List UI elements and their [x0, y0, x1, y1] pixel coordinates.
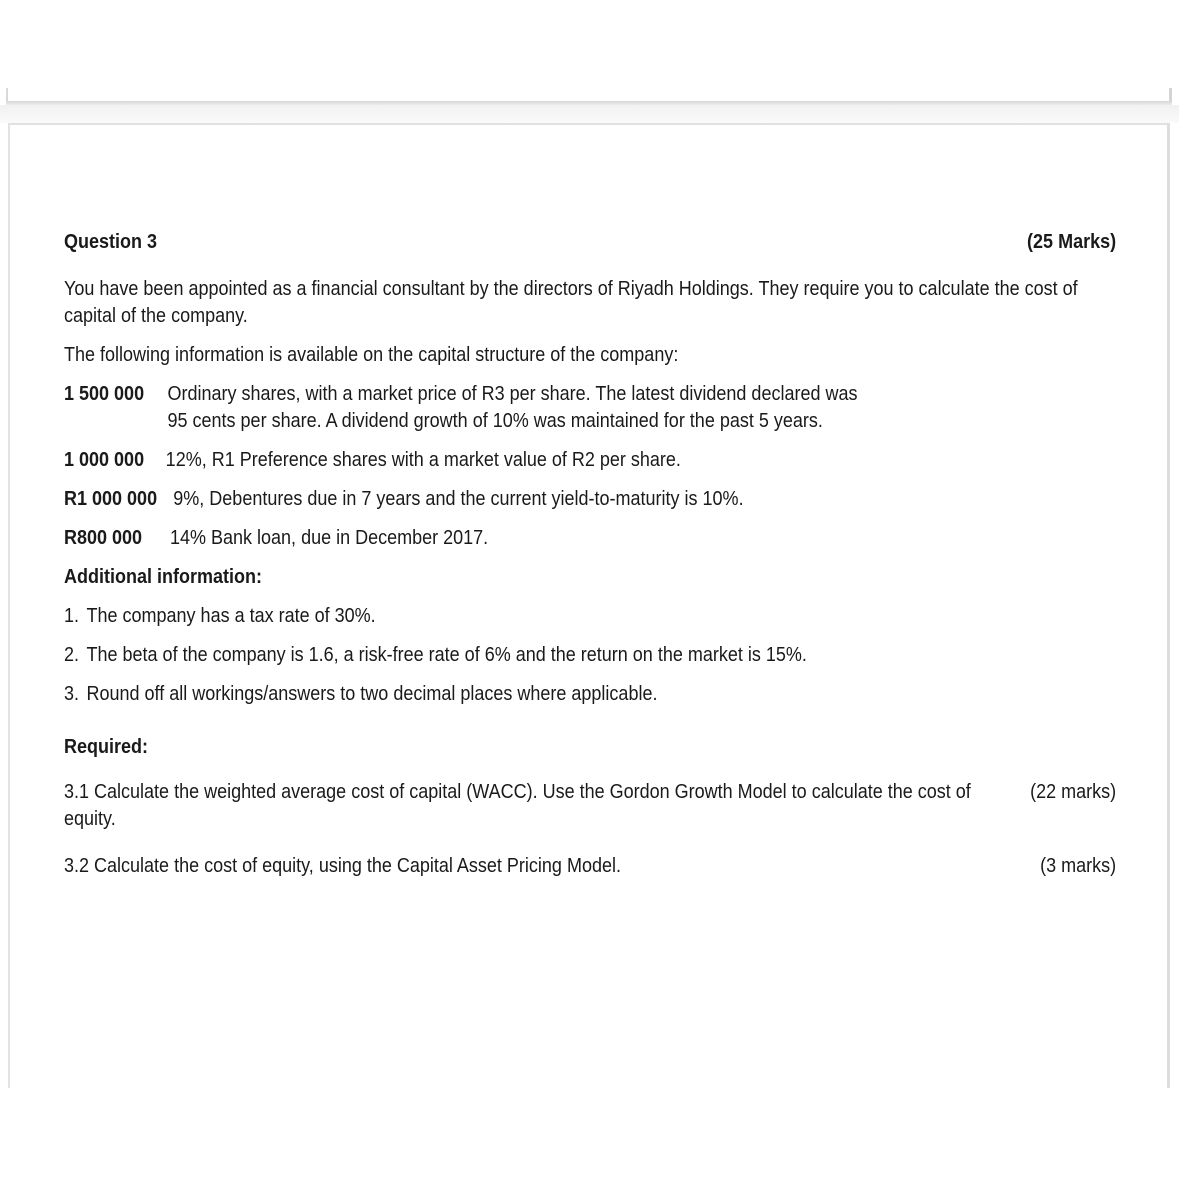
- capital-amount: 1 500 000: [64, 383, 145, 405]
- list-item: [64, 681, 1116, 708]
- question-header: [64, 229, 1116, 256]
- capital-item: [64, 447, 1116, 474]
- document-page: [8, 123, 1170, 1088]
- capital-description: 9%, Debentures due in 7 years and the current yield-to-maturity is 10%.: [173, 488, 744, 510]
- required-text: 3.2 Calculate the cost of equity, using the Capital Asset Pricing Model.: [64, 855, 621, 877]
- question-title: Question 3: [64, 231, 158, 253]
- required-text: 3.1 Calculate the weighted average cost of capital (WACC). Use the Gordon Growth Model to calculate the cost of equity.: [64, 781, 971, 830]
- intro-paragraph: The following information is available on the capital structure of the company:: [64, 344, 679, 366]
- list-number: 2.: [64, 644, 80, 666]
- question-marks: (25 Marks): [1027, 231, 1117, 253]
- page-edge: [1169, 88, 1172, 102]
- required-marks: (22 marks): [1030, 781, 1117, 803]
- list-text: Round off all workings/answers to two decimal places where applicable.: [86, 683, 658, 705]
- list-text: The company has a tax rate of 30%.: [86, 605, 376, 627]
- additional-list: [64, 603, 1116, 708]
- required-item: [64, 779, 1116, 833]
- page-content: [64, 229, 1117, 900]
- capital-item: [64, 525, 1116, 552]
- required-item: [64, 853, 1116, 880]
- additional-heading: Additional information:: [64, 566, 262, 588]
- previous-page: [0, 0, 1179, 104]
- list-number: 3.: [64, 683, 80, 705]
- capital-amount: R1 000 000: [64, 488, 158, 510]
- intro-paragraph: You have been appointed as a financial consultant by the directors of Riyadh Holdings. They require you to calculate the cost of capital of the company.: [64, 278, 1078, 327]
- capital-description: 14% Bank loan, due in December 2017.: [169, 527, 489, 549]
- required-marks: (3 marks): [1040, 855, 1117, 877]
- list-text: The beta of the company is 1.6, a risk-free rate of 6% and the return on the market is 15%.: [86, 644, 807, 666]
- capital-description: 12%, R1 Preference shares with a market value of R2 per share.: [165, 449, 681, 471]
- list-item: [64, 603, 1116, 630]
- list-number: 1.: [64, 605, 80, 627]
- list-item: [64, 642, 1116, 669]
- capital-item: [64, 486, 1116, 513]
- capital-item: [64, 381, 1116, 435]
- page-edge: [6, 88, 8, 102]
- required-heading: Required:: [64, 736, 149, 758]
- capital-amount: R800 000: [64, 527, 143, 549]
- capital-description: Ordinary shares, with a market price of R3 per share. The latest dividend declared was 95 cents per share. A dividend growth of 10% was maintained for the past 5 years.: [167, 383, 858, 432]
- capital-amount: 1 000 000: [64, 449, 145, 471]
- page-gap: [0, 105, 1179, 123]
